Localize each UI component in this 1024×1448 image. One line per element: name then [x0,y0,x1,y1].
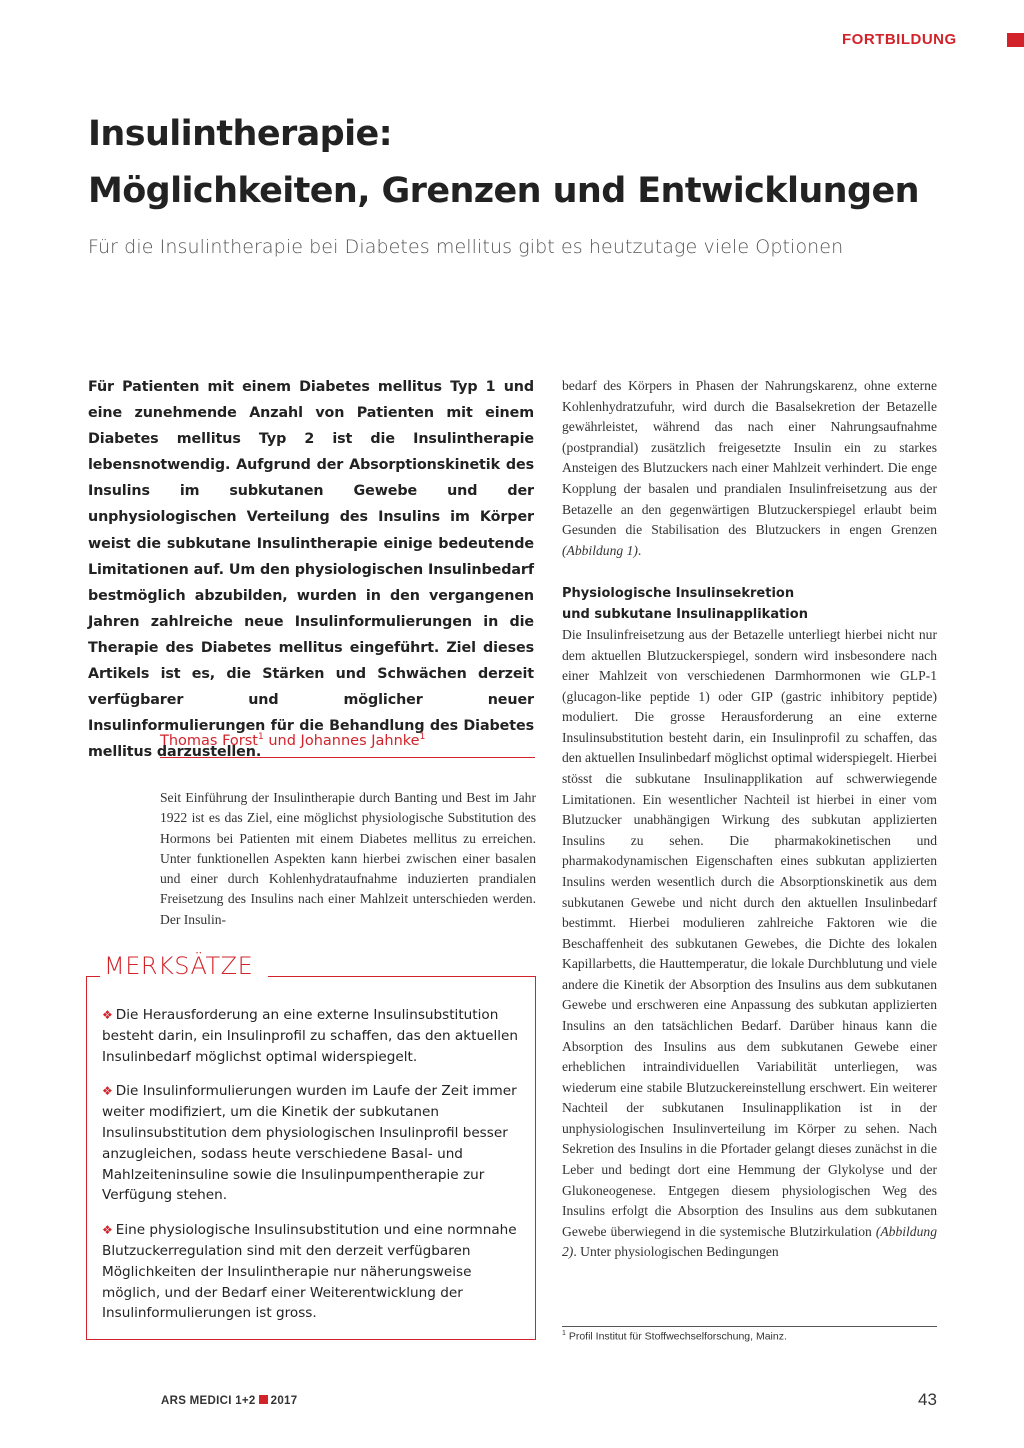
author-line [160,732,425,749]
merksaetze-header [86,950,536,990]
merksaetze-item [102,1005,522,1067]
title-line-2: Möglichkeiten, Grenzen und Entwicklungen [88,171,919,211]
author-divider [160,757,535,758]
merksaetze-item-text: Eine physiologische Insulinsubstitution und eine normnahe Blutzuckerregulation sind mit den derzeit verfügbaren Möglichkeiten der Insulintherapie nur näherungsweise möglich, und der Bedarf einer Weiterentwicklung der Insulinformulierungen ist gross. [102,1222,517,1322]
merksaetze-item-text: Die Herausforderung an eine externe Insulinsubstitution besteht darin, ein Insulinprofil zu schaffen, das den aktuellen Insulinbedarf möglichst optimal widerspiegelt. [102,1007,518,1065]
section-heading [562,584,937,625]
body-text: Die Insulinfreisetzung aus der Betazelle unterliegt hierbei nicht nur dem aktuellen Blutzuckerspiegel, sondern wird insbesondere nach einer Mahlzeit von verschiedenen Darmhormonen wie GLP-1 (glucagon-like peptide 1) oder GIP (gastric inhibitory peptide) moduliert. Die grosse Herausforderung an eine externe Insulinsubstitution besteht darin, ein Insulinprofil zu schaffen, das den aktuellen Insulinbedarf möglichst optimal widerspiegelt. Hierbei stösst die subkutane Insulinapplikation auf schwerwiegende Limitationen. Ein wesentlicher Nachteil ist hierbei in einer vom Blutzucker unabhängigen Wirkung des subkutan applizierten Insulins zu sehen. Die pharmakokinetischen und pharmakodynamischen Eigenschaften eines subkutan applizierten Insulins werden wesentlich durch die Absorptionskinetik aus dem subkutanen Gewebe und nicht durch den aktuellen Insulinbedarf bestimmt. Hierbei modulieren zahlreiche Faktoren wie die Beschaffenheit des subkutanen Gewebes, die Dichte des lokalen Kapillarbetts, die Hauttemperatur, die lokale Durchblutung und viele andere die Kinetik der Absorption des Insulins aus dem subkutanen Gewebe und erschweren eine Anpassung des subkutan applizierten Insulins an den tatsächlichen Bedarf. Darüber hinaus kann die Absorption des Insulins aus dem subkutanen Gewebe einer erheblichen intraindividuellen Variabilität unterliegen, was wiederum eine stabile Blutzuckereinstellung erschwert. Ein weiterer Nachteil der subkutanen Insulinapplikation ist in der unphysiologischen Insulinverteilung im Körper zu sehen. Nach Sekretion des Insulins in die Pfortader gelangt dieses zunächst in die Leber und bedingt dort eine Hemmung der Glykolyse und der Glukoneogenese. Entgegen diesem physiologischen Weg des Insulins erfolgt die Absorption des Insulins aus dem subkutanen Gewebe überwiegend in die systemische Blutzirkulation [562,627,937,1239]
body-text: . [637,542,642,558]
author-name: Johannes Jahnke [300,732,420,749]
page-number: 43 [918,1390,937,1409]
author-name: Thomas Forst [160,732,258,749]
figure-reference: (Abbildung 2) [562,1223,937,1260]
merksaetze-rule-left [86,976,100,977]
body-text: bedarf des Körpers in Phasen der Nahrungskarenz, ohne externe Kohlenhydratzufuhr, wird durch die Basalsekretion der Betazelle gewährleistet, während das nach einer Nahrungsaufnahme (postprandial) zusätzlich freigesetzte Insulin ein zu starkes Ansteigen des Blutzuckers nach einer Mahlzeit verhindert. Die enge Kopplung der basalen und prandialen Insulinfreisetzung aus der Betazelle an den gegenwärtigen Blutzuckerspiegel erlaubt beim Gesunden die Stabilisation des Blutzuckers in engen Grenzen [562,378,937,538]
title-line-1: Insulintherapie: [88,114,393,154]
journal-footer [161,1395,297,1407]
section-label: FORTBILDUNG [842,31,957,48]
body-paragraph-1 [562,376,937,561]
author-affiliation-mark: 1 [419,732,426,742]
footer-square-icon [259,1395,268,1404]
diamond-bullet-icon: ❖ [102,1008,113,1022]
section-heading-line-2: und subkutane Insulinapplikation [562,606,808,622]
merksaetze-item [102,1220,522,1324]
article-subtitle: Für die Insulintherapie bei Diabetes mellitus gibt es heutzutage viele Optionen [88,236,844,258]
journal-year: 2017 [270,1395,298,1407]
section-marker-square [1007,33,1024,47]
section-heading-line-1: Physiologische Insulinsekretion [562,586,795,601]
author-affiliation-mark: 1 [258,732,264,742]
figure-reference: (Abbildung 1) [562,542,638,558]
diamond-bullet-icon: ❖ [102,1223,113,1238]
merksaetze-item-text: Die Insulinformulierungen wurden im Laufe der Zeit immer weiter modifiziert, um die Kinetik der subkutanen Insulinsubstitution dem physiologischen Insulinprofil besser anzugleichen, sodass heute verschiedene Basal- und Mahlzeiteninsuline sowie die Insulinpumpentherapie zur Verfügung stehen. [102,1083,517,1204]
article-title [88,106,919,220]
body-paragraph-2 [562,625,937,1263]
footnote-text: Profil Institut für Stoffwechselforschung, Mainz. [565,1330,787,1343]
footnote [562,1330,787,1343]
footnote-divider [562,1326,937,1327]
footnote-mark: 1 [562,1330,566,1337]
lead-paragraph: Für Patienten mit einem Diabetes mellitus Typ 1 und eine zunehmende Anzahl von Patienten mit einem Diabetes mellitus Typ 2 ist die Insulintherapie lebensnotwendig. Aufgrund der Absorptionskinetik des Insulins im subkutanen Gewebe und der unphysiologischen Verteilung des Insulins im Körper weist die subkutane Insulintherapie einige bedeutende Limitationen auf. Um den physiologischen Insulinbedarf bestmöglich abzubilden, wurden in den vergangenen Jahren zahlreiche neue Insulinformulierungen in die Therapie des Diabetes mellitus eingeführt. Ziel dieses Artikels ist es, die Stärken und Schwächen derzeit verfügbarer und möglicher neuer Insulinformulierungen für die Behandlung des Diabetes mellitus darzustellen. [88,379,534,761]
author-separator: und [263,732,301,749]
merksaetze-list [102,1005,522,1338]
intro-paragraph: Seit Einführung der Insulintherapie durch Banting und Best im Jahr 1922 ist es das Ziel, eine möglichst physiologische Substitution des Hormons bei Patienten mit einem Diabetes mellitus zu erreichen. Unter funktionellen Aspekten kann hierbei zwischen einer basalen und einer durch Kohlenhydrataufnahme induzierten prandialen Freisetzung des Insulins nach einer Mahlzeit unterschieden werden. Der Insulin- [160,790,536,927]
journal-name: ARS MEDICI 1+2 [161,1395,256,1407]
merksaetze-item [102,1081,522,1206]
merksaetze-title: MERKSÄTZE [104,952,254,980]
diamond-bullet-icon: ❖ [102,1084,113,1099]
merksaetze-rule-right [268,976,536,977]
body-text: . Unter physiologischen Bedingungen [573,1244,779,1260]
